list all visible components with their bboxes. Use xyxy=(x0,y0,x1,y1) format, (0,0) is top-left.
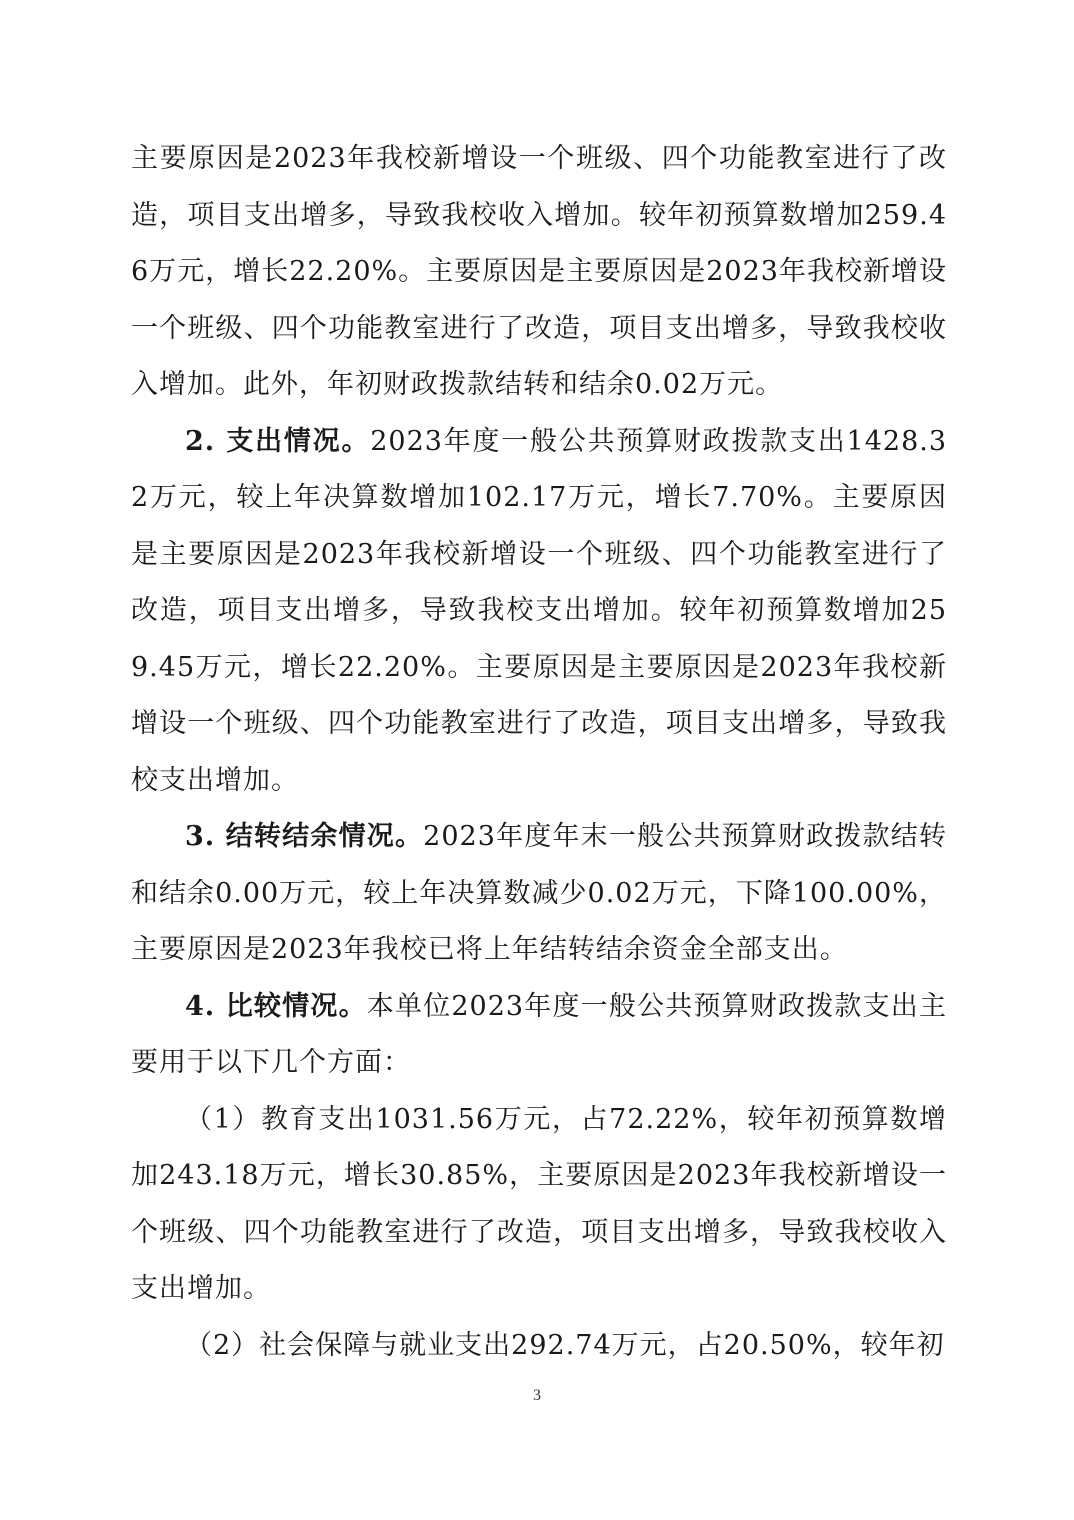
section-heading-carryover: 3. 结转结余情况。 xyxy=(185,821,424,852)
paragraph-text: 2023年度一般公共预算财政拨款支出1428.32万元，较上年决算数增加102.17万元，增长7.70%。主要原因是主要原因是2023年我校新增设一个班级、四个功能教室进行了改造，项目支出增多，导致我校支出增加。较年初预算数增加259.45万元，增长22.20%。主要原因是主要原因是2023年我校新增设一个班级、四个功能教室进行了改造，项目支出增多，导致我校支出增加。 xyxy=(131,425,948,796)
paragraph-education-expenditure xyxy=(131,1092,947,1318)
paragraph-carryover xyxy=(131,809,947,979)
paragraph-text: 2023年度年末一般公共预算财政拨款结转和结余0.00万元，较上年决算数减少0.02万元，下降100.00%，主要原因是2023年我校已将上年结转结余资金全部支出。 xyxy=(131,821,947,965)
document-body xyxy=(131,131,947,1374)
page-number: 3 xyxy=(533,1387,541,1404)
paragraph-text: （1）教育支出1031.56万元，占72.22%，较年初预算数增加243.18万元，增长30.85%，主要原因是2023年我校新增设一个班级、四个功能教室进行了改造，项目支出增多，导致我校收入支出增加。 xyxy=(131,1103,947,1304)
paragraph-social-security-expenditure xyxy=(131,1318,947,1375)
paragraph-comparison xyxy=(131,979,947,1092)
paragraph-expenditure xyxy=(131,414,947,810)
section-heading-comparison: 4. 比较情况。 xyxy=(185,990,367,1022)
paragraph-text: （2）社会保障与就业支出292.74万元，占20.50%，较年初 xyxy=(185,1329,945,1361)
paragraph-income-continued xyxy=(131,131,947,414)
paragraph-text: 主要原因是2023年我校新增设一个班级、四个功能教室进行了改造，项目支出增多，导致我校收入增加。较年初预算数增加259.46万元，增长22.20%。主要原因是主要原因是2023年我校新增设一个班级、四个功能教室进行了改造，项目支出增多，导致我校收入增加。此外，年初财政拨款结转和结余0.02万元。 xyxy=(131,143,947,400)
section-heading-expenditure: 2. 支出情况。 xyxy=(185,425,371,457)
paragraph-text: 本单位2023年度一般公共预算财政拨款支出主要用于以下几个方面： xyxy=(131,990,947,1078)
